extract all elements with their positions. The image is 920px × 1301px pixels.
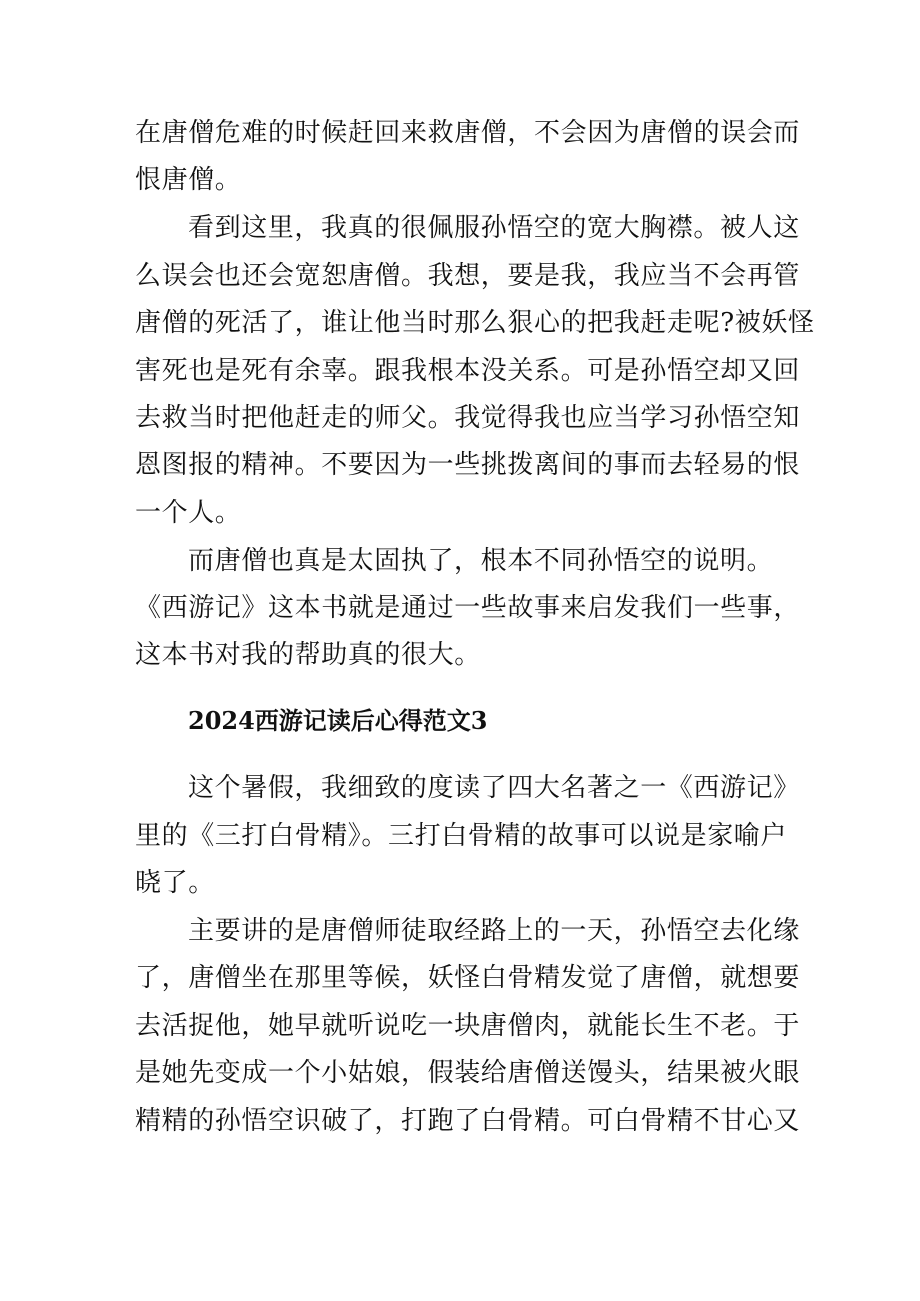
text-line: 里的《三打白骨精》。三打白骨精的故事可以说是家喻户 [135,821,788,851]
text-line: 么误会也还会宽恕唐僧。我想，要是我，我应当不会再管 [135,261,801,291]
text-line: 害死也是死有余辜。跟我根本没关系。可是孙悟空却又回 [135,356,801,386]
text-line: 晓了。 [135,868,215,898]
text-line: 去救当时把他赶走的师父。我觉得我也应当学习孙悟空知 [135,403,801,433]
text-line: 恨唐僧。 [135,165,242,195]
text-line: 这个暑假，我细致的度读了四大名著之一《西游记》 [188,773,800,803]
text-line: 恩图报的精神。不要因为一些挑拨离间的事而去轻易的恨 [135,450,801,480]
section-heading: 2024西游记读后心得范文3 [188,706,488,735]
text-line: 是她先变成一个小姑娘，假装给唐僧送馒头，结果被火眼 [135,1058,801,1088]
text-line: 主要讲的是唐僧师徒取经路上的一天，孙悟空去化缘 [188,916,800,946]
text-line: 看到这里，我真的很佩服孙悟空的宽大胸襟。被人这 [188,213,800,243]
text-line: 《西游记》这本书就是通过一些故事来启发我们一些事， [135,593,801,623]
text-line: 精精的孙悟空识破了，打跑了白骨精。可白骨精不甘心又 [135,1106,801,1136]
text-line: 在唐僧危难的时候赶回来救唐僧，不会因为唐僧的误会而 [135,118,801,148]
text-line: 这本书对我的帮助真的很大。 [135,640,481,670]
text-line: 唐僧的死活了，谁让他当时那么狠心的把我赶走呢?被妖怪 [135,308,815,338]
text-line: 而唐僧也真是太固执了，根本不同孙悟空的说明。 [188,546,774,576]
text-line: 一个人。 [135,498,242,528]
text-line: 去活捉他，她早就听说吃一块唐僧肉，就能长生不老。于 [135,1011,801,1041]
text-line: 了，唐僧坐在那里等候，妖怪白骨精发觉了唐僧，就想要 [135,963,801,993]
